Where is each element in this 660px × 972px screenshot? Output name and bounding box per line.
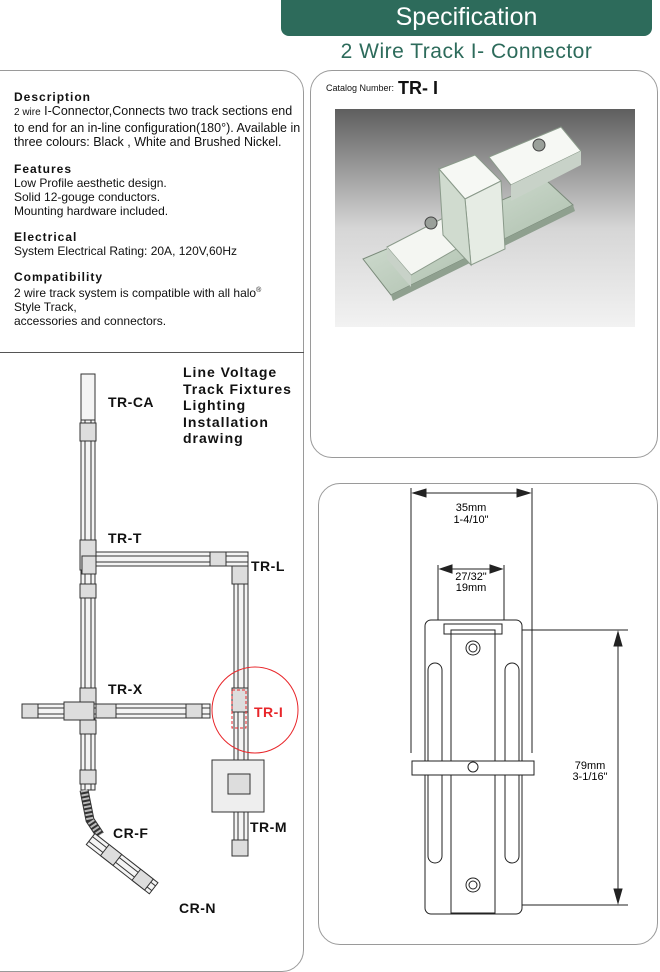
compat-line: accessories and connectors.	[14, 313, 167, 328]
compat-line: 2 wire track system is compatible with all halo	[14, 285, 257, 300]
catalog-value: TR- I	[398, 78, 439, 98]
description-text	[14, 104, 304, 150]
label-tr-ca: TR-CA	[108, 394, 155, 410]
dim-width-in: 1-4/10"	[453, 514, 489, 526]
installation-title-line: Track Fixtures	[183, 380, 292, 397]
dim-length-in: 3-1/16"	[572, 771, 608, 783]
features-list	[14, 176, 304, 218]
dim-length-mm: 79mm	[574, 760, 606, 772]
description-heading: Description	[14, 90, 92, 104]
track-layout-drawing	[0, 360, 310, 940]
installation-title-line: drawing	[183, 430, 244, 446]
description-block	[14, 90, 304, 340]
label-cr-n: CR-N	[179, 900, 216, 916]
description-body: I-Connector,Connects two track sections end to end for an in-line configuration(180°). Available in three colours: Black , White and Brushed Nickel.	[14, 104, 301, 149]
spec-header-bar	[281, 0, 652, 36]
feature-line: Mounting hardware included.	[14, 203, 169, 218]
label-tr-l: TR-L	[251, 558, 285, 574]
installation-title-line: Lighting	[183, 397, 247, 413]
electrical-heading: Electrical	[14, 229, 78, 244]
label-tr-m: TR-M	[250, 819, 287, 835]
label-tr-x: TR-X	[108, 681, 143, 697]
dim-inner-mm: 19mm	[455, 582, 487, 594]
product-subtitle: 2 Wire Track I- Connector	[340, 40, 593, 63]
electrical-text: System Electrical Rating: 20A, 120V,60Hz	[14, 243, 238, 258]
description-lead: 2 wire	[14, 107, 41, 118]
dimension-drawing	[318, 483, 656, 943]
label-tr-t: TR-T	[108, 530, 142, 546]
header-title: Specification	[395, 3, 538, 31]
dim-inner-in: 27/32"	[455, 571, 487, 583]
dim-width-mm: 35mm	[455, 502, 487, 514]
catalog-number	[326, 78, 438, 99]
product-photo	[335, 109, 635, 327]
feature-line: Solid 12-gouge conductors.	[14, 189, 161, 204]
catalog-label: Catalog Number:	[326, 82, 395, 93]
feature-line: Low Profile aesthetic design.	[14, 175, 167, 190]
installation-title-line: Line Voltage	[183, 364, 278, 380]
compatibility-heading: Compatibility	[14, 269, 104, 284]
compat-line: Style Track,	[14, 299, 77, 314]
registered-mark: ®	[256, 286, 262, 294]
label-tr-i: TR-I	[254, 704, 284, 720]
features-heading: Features	[14, 161, 73, 176]
installation-title-line: Installation	[183, 413, 269, 430]
compatibility-text	[14, 284, 304, 328]
panel-divider	[0, 352, 304, 353]
label-cr-f: CR-F	[113, 825, 149, 841]
